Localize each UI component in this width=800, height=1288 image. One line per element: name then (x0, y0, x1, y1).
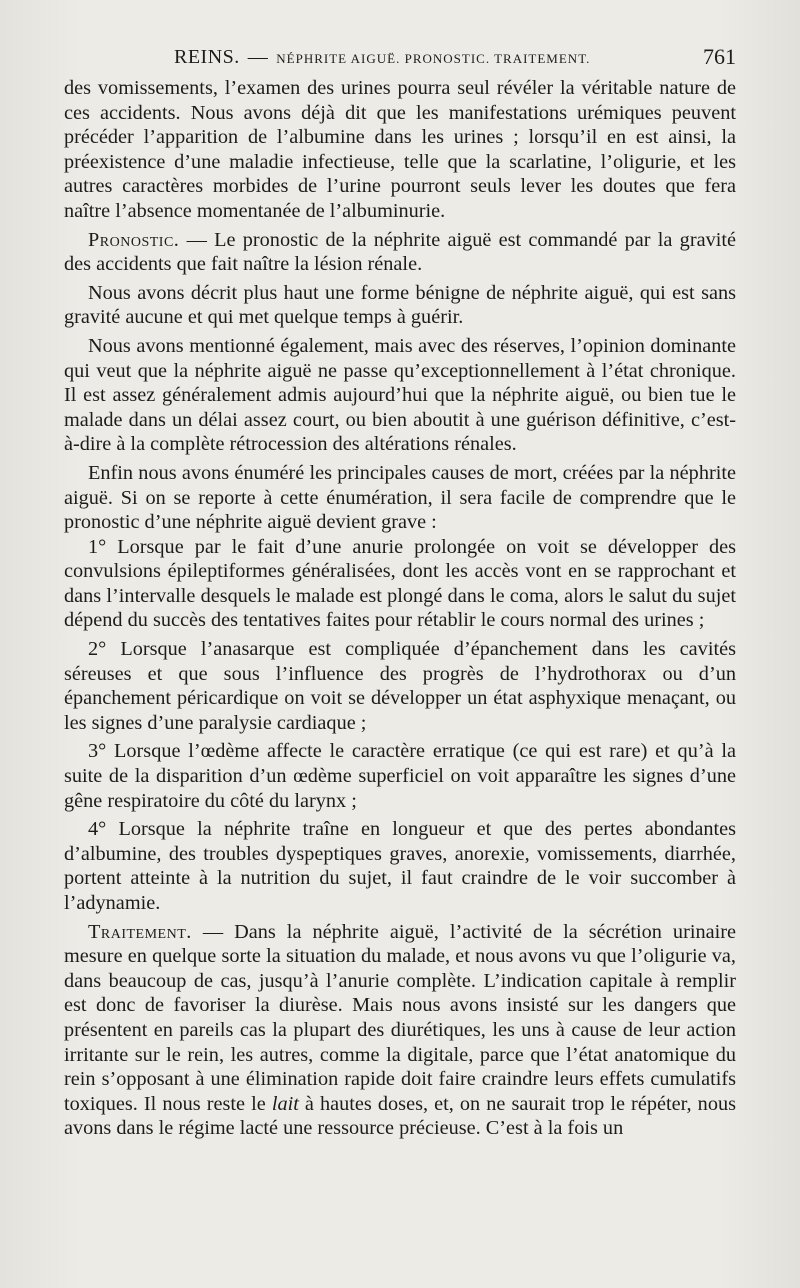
paragraph-pronostic-text: — Le pronostic de la néphrite aiguë est commandé par la gravité des accidents que fait naître la lésion rénale. (64, 228, 736, 276)
list-item-4: 4° Lorsque la néphrite traîne en longueur et que des pertes abondantes d’albumine, des troubles dyspeptiques graves, anorexie, vomissements, diarrhée, portent atteinte à la nutrition du sujet, il faut craindre de le voir succomber à l’adynamie. (64, 818, 736, 914)
paragraph-3: Nous avons décrit plus haut une forme bénigne de néphrite aiguë, qui est sans gravité aucune et qui met quelque temps à guérir. (64, 281, 736, 329)
paragraph-traitement (64, 920, 736, 1141)
section-heading-traitement: Traitement. (88, 920, 192, 943)
header-left-title: REINS. (174, 46, 240, 68)
paragraph-traitement-text-a: — Dans la néphrite aiguë, l’activité de la sécrétion urinaire mesure en quelque sorte la situation du malade, et nous avons vu que l’oligurie va, dans beaucoup de cas, jusqu’à l’anurie complète. L’indication capitale à remplir est donc de favoriser la diurèse. Mais nous avons insisté sur les dangers que présentent en pareils cas la plupart des diurétiques, les uns à cause de leur action irritante sur le rein, les autres, comme la digitale, parce que l’état anatomique du rein s’opposant à une élimination rapide doit faire craindre leurs effets cumulatifs toxiques. Il nous reste le (64, 920, 736, 1115)
body-text (64, 76, 736, 1141)
paragraph-4: Nous avons mentionné également, mais avec des réserves, l’opinion dominante qui veut que la néphrite aiguë ne passe qu’exceptionnellement à l’état chronique. Il est assez généralement admis aujourd’hui que la néphrite aiguë, ou bien tue le malade dans un délai assez court, ou bien aboutit à une guérison définitive, c’est-à-dire à la complète rétrocession des altérations rénales. (64, 334, 736, 456)
header-dash: — (247, 46, 269, 68)
paragraph-1: des vomissements, l’examen des urines pourra seul révéler la véritable nature de ces accidents. Nous avons déjà dit que les manifestations urémiques peuvent précéder l’apparition de l’albumine dans les urines ; lorsqu’il en est ainsi, la préexistence d’une maladie infectieuse, telle que la scarlatine, l’oligurie, et les autres caractères morbides de l’urine pourront seuls lever les doutes que fera naître l’absence momentanée de l’albuminurie. (64, 77, 736, 222)
page-number: 761 (703, 44, 736, 69)
header-title (174, 46, 590, 69)
paragraph-pronostic (64, 228, 736, 277)
list-item-3: 3° Lorsque l’œdème affecte le caractère erratique (ce qui est rare) et qu’à la suite de la disparition d’un œdème superficiel on voit apparaître les signes d’une gêne respiratoire du côté du larynx ; (64, 740, 736, 812)
italic-word-lait: lait (271, 1092, 299, 1115)
section-heading-pronostic: Pronostic. (88, 228, 180, 251)
list-item-2: 2° Lorsque l’anasarque est compliquée d’épanchement dans les cavités séreuses et que sous l’influence des progrès de l’hydrothorax ou d’un épanchement péricardique on voit se développer un état asphyxique menaçant, ou les signes d’une paralysie cardiaque ; (64, 638, 736, 734)
running-header (64, 44, 736, 72)
paragraph-traitement-text-b: à hautes doses, et, on ne saurait trop le répéter, nous avons dans le régime lacté une ressource précieuse. C’est à la fois un (64, 1092, 736, 1140)
list-item-1: 1° Lorsque par le fait d’une anurie prolongée on voit se développer des convulsions épileptiformes généralisées, dont les accès vont en se rapprochant et dans l’intervalle desquels le malade est plongé dans le coma, alors le salut du sujet dépend du succès des tentatives faites pour rétablir le cours normal des urines ; (64, 535, 736, 632)
paragraph-5: Enfin nous avons énuméré les principales causes de mort, créées par la néphrite aiguë. Si on se reporte à cette énumération, il sera facile de comprendre que le pronostic d’une néphrite aiguë devient grave : (64, 461, 736, 534)
header-right-title: NÉPHRITE AIGUË. PRONOSTIC. TRAITEMENT. (276, 51, 591, 66)
